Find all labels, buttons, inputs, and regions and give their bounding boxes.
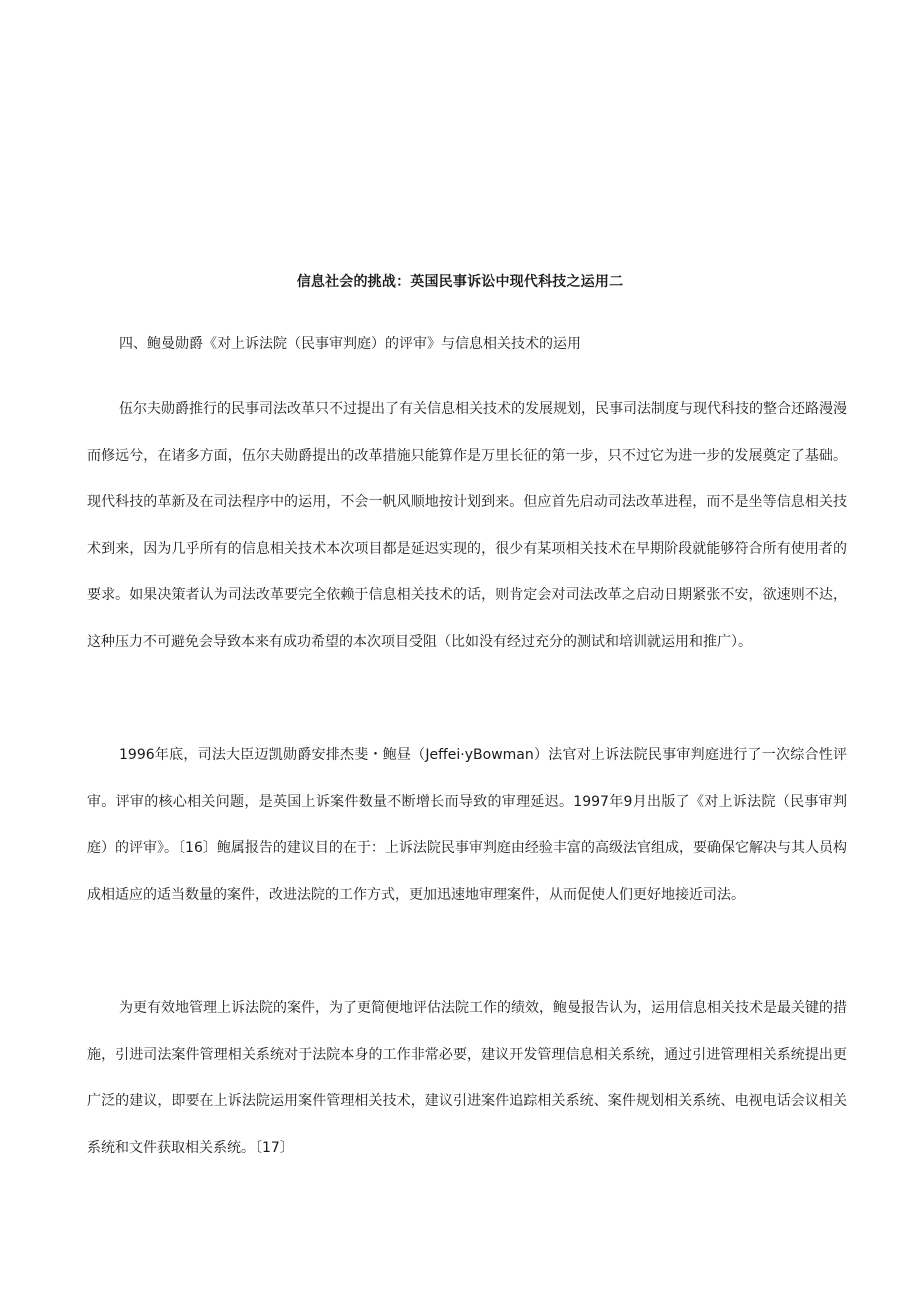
footnote-ref-16[interactable]: 〔16〕 xyxy=(178,840,217,856)
paragraph-1-text: 伍尔夫勋爵推行的民事司法改革只不过提出了有关信息相关技术的发展规划，民事司法制度与现代科技的整合还路漫漫而修远兮，在诸多方面，伍尔夫勋爵提出的改革措施只能算作是万里长征的第一步，只不过它为进一步的发展奠定了基础。现代科技的革新及在司法程序中的运用，不会一帆风顺地按计划到来。但应首先启动司法改革进程，而不是坐等信息相关技术到来，因为几乎所有的信息相关技术本次项目都是延迟实现的，很少有某项相关技术在早期阶段就能够符合所有使用者的要求。如果决策者认为司法改革要完全依赖于信息相关技术的话，则肯定会对司法改革之启动日期紧张不安，欲速则不达，这种压力不可避免会导致本来有成功希望的本次项目受阻（比如没有经过充分的测试和培训就运用和推广）。 xyxy=(87,401,847,650)
paragraph-2-text-after-note: 鲍属报告的建议目的在于：上诉法院民事审判庭由经验丰富的高级法官组成，要确保它解决与其人员构成相适应的适当数量的案件，改进法院的工作方式，更加迅速地审理案件，从而促使人们更好地接近司法。 xyxy=(87,840,847,903)
footnote-ref-17[interactable]: 〔17〕 xyxy=(255,1139,294,1156)
paragraph-1 xyxy=(87,386,847,665)
document-title: 信息社会的挑战：英国民事诉讼中现代科技之运用二 xyxy=(296,274,624,290)
section-heading: 四、鲍曼勋爵《对上诉法院（民事审判庭）的评审》与信息相关技术的运用 xyxy=(119,336,581,352)
paragraph-3-text-before-note: 为更有效地管理上诉法院的案件，为了更简便地评估法院工作的绩效，鲍曼报告认为，运用信息相关技术是最关键的措施，引进司法案件管理相关系统对于法院本身的工作非常必要，建议开发管理信息相关系统，通过引进管理相关系统提出更广泛的建议，即要在上诉法院运用案件管理相关技术，建议引进案件追踪相关系统、案件规划相关系统、电视电话会议相关系统和文件获取相关系统。 xyxy=(87,1000,847,1156)
paragraph-3 xyxy=(87,985,847,1171)
paragraph-2-text-before-note: 1996年底，司法大臣迈凯勋爵安排杰斐・鲍昼（Jeffei·yBowman）法官对上诉法院民事审判庭进行了一次综合性评审。评审的核心相关问题，是英国上诉案件数量不断增长而导致的审理延迟。1997年9月出版了《对上诉法院（民事审判庭）的评审》。 xyxy=(87,747,847,856)
paragraph-2 xyxy=(87,732,847,918)
